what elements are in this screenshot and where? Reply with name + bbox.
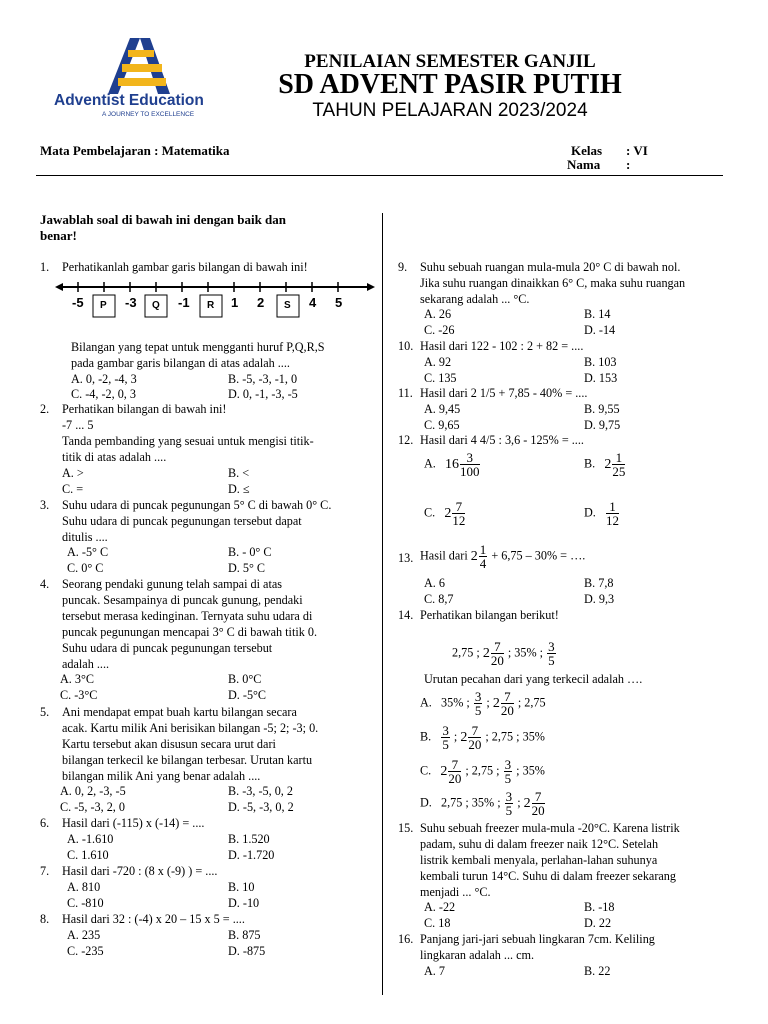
q5-option-a: A. 0, 2, -3, -5 <box>60 784 126 798</box>
logo-text: Adventist Education <box>54 92 204 109</box>
instruction-line-1: Jawablah soal di bawah ini dengan baik dan <box>40 212 287 227</box>
kelas-label: Kelas <box>571 143 603 158</box>
q1-body: pada gambar garis bilangan di atas adalah .... <box>71 356 290 370</box>
fraction: $\frac{3}{100}$ <box>460 450 480 479</box>
q8-text: Hasil dari 32 : (-4) x 20 – 15 x 5 = .... <box>62 912 245 926</box>
q4-number: 4. <box>40 577 50 591</box>
q7-option-d: D. -10 <box>228 896 260 910</box>
q12-option-a: A. 16 $\frac{3}{100}$ <box>424 450 480 479</box>
q1-number: 1. <box>40 260 50 274</box>
q1-option-a: A. 0, -2, -4, 3 <box>71 372 137 386</box>
q1-option-c: C. -4, -2, 0, 3 <box>71 387 136 401</box>
q9-option-d: D. -14 <box>584 323 616 337</box>
q15-line: menjadi ... °C. <box>420 885 491 899</box>
q2-option-a: A. > <box>62 466 84 480</box>
logo-mark-icon <box>50 34 225 96</box>
q5-option-c: C. -5, -3, 2, 0 <box>60 800 125 814</box>
q16-option-b: B. 22 <box>584 964 611 978</box>
q14-ask: Urutan pecahan dari yang terkecil adalah …. <box>424 672 643 686</box>
q2-number: 2. <box>40 402 50 416</box>
header-divider <box>36 175 723 176</box>
q1-option-d: D. 0, -1, -3, -5 <box>228 387 298 401</box>
q12-option-d: D. $\frac{1}{12}$ <box>584 499 619 528</box>
academic-year: TAHUN PELAJARAN 2023/2024 <box>312 100 588 121</box>
q10-option-c: C. 135 <box>424 371 457 385</box>
q9-line: sekarang adalah ... °C. <box>420 292 530 306</box>
subject-label: Mata Pembelajaran : Matematika <box>40 143 230 158</box>
nl-label: 2 <box>257 295 265 310</box>
nl-label: -3 <box>125 295 137 310</box>
q14-text: Perhatikan bilangan berikut! <box>420 608 559 622</box>
q14-option-c: C. 2 $\frac{7}{20}$ ; 2,75 ; $\frac{3}{5}$ ; 35% <box>420 757 545 786</box>
q15-option-c: C. 18 <box>424 916 451 930</box>
column-divider <box>382 213 383 995</box>
q5-option-b: B. -3, -5, 0, 2 <box>228 784 293 798</box>
q6-option-c: C. 1.610 <box>67 848 109 862</box>
q15-line: padam, suhu di dalam freezer naik 12°C. Setelah <box>420 837 659 851</box>
q13-number: 13. <box>398 551 414 565</box>
q5-number: 5. <box>40 705 50 719</box>
q15-option-a: A. -22 <box>424 900 456 914</box>
q4-line: Suhu udara di puncak pegunungan tersebut <box>62 641 273 655</box>
fraction: $\frac{1}{4}$ <box>479 542 487 571</box>
q2-line: Tanda pembanding yang sesuai untuk mengisi titik- <box>62 434 314 448</box>
q7-text: Hasil dari -720 : (8 x (-9) ) = .... <box>62 864 218 878</box>
q15-option-d: D. 22 <box>584 916 612 930</box>
q2-line: titik di atas adalah .... <box>62 450 167 464</box>
q8-option-d: D. -875 <box>228 944 266 958</box>
kelas-value: : VI <box>626 143 648 158</box>
q14-sequence: 2,75 ; 2 $\frac{7}{20}$ ; 35% ; $\frac{3}{5}$ <box>452 639 555 668</box>
nl-label: -1 <box>178 295 190 310</box>
q6-option-a: A. -1.610 <box>67 832 114 846</box>
q15-line: kembali turun 14°C. Suhu di dalam freezer sekarang <box>420 869 676 883</box>
q4-line: puncak pegunungan mencapai 3° C di bawah titik 0. <box>62 625 317 639</box>
q8-option-c: C. -235 <box>67 944 104 958</box>
q14-option-a: A. 35% ; $\frac{3}{5}$ ; 2 $\frac{7}{20}$ ; 2,75 <box>420 689 546 718</box>
q3-line: ditulis .... <box>62 530 108 544</box>
q2-option-b: B. < <box>228 466 250 480</box>
q11-text: Hasil dari 2 1/5 + 7,85 - 40% = .... <box>420 386 588 400</box>
q2-option-d: D. ≤ <box>228 482 250 496</box>
nl-label: 5 <box>335 295 343 310</box>
q7-option-b: B. 10 <box>228 880 255 894</box>
instruction-line-2: benar! <box>40 228 77 243</box>
fraction: $\frac{1}{12}$ <box>606 499 619 528</box>
q6-option-d: D. -1.720 <box>228 848 275 862</box>
q5-line: Kartu tersebut akan disusun secara urut dari <box>62 737 276 751</box>
q4-option-a: A. 3°C <box>60 672 94 686</box>
q3-option-d: D. 5° C <box>228 561 266 575</box>
q1-option-b: B. -5, -3, -1, 0 <box>228 372 298 386</box>
q9-line: Suhu sebuah ruangan mula-mula 20° C di bawah nol. <box>420 260 681 274</box>
q14-option-b: B. $\frac{3}{5}$ ; 2 $\frac{7}{20}$ ; 2,75 ; 35% <box>420 723 545 752</box>
q13-option-d: D. 9,3 <box>584 592 615 606</box>
q2-line: Perhatikan bilangan di bawah ini! <box>62 402 227 416</box>
school-name: SD ADVENT PASIR PUTIH <box>278 69 622 100</box>
q14-option-d: D. 2,75 ; 35% ; $\frac{3}{5}$ ; 2 $\frac{7}{20}$ <box>420 789 545 818</box>
nl-label: 4 <box>309 295 317 310</box>
q3-option-c: C. 0° C <box>67 561 104 575</box>
nama-label: Nama <box>567 157 601 172</box>
nl-label: 1 <box>231 295 239 310</box>
q3-option-b: B. - 0° C <box>228 545 272 559</box>
q7-option-c: C. -810 <box>67 896 104 910</box>
q7-number: 7. <box>40 864 50 878</box>
q4-line: Seorang pendaki gunung telah sampai di atas <box>62 577 282 591</box>
q1-body: Bilangan yang tepat untuk mengganti huruf P,Q,R,S <box>71 340 325 354</box>
q12-option-c: C. 2 $\frac{7}{12}$ <box>424 499 466 528</box>
q11-option-b: B. 9,55 <box>584 402 620 416</box>
q5-option-d: D. -5, -3, 0, 2 <box>228 800 294 814</box>
q5-line: bilangan terkecil ke bilangan terbesar. Urutan kartu <box>62 753 313 767</box>
q5-line: bilangan milik Ani yang benar adalah .... <box>62 769 261 783</box>
exam-title: PENILAIAN SEMESTER GANJIL <box>304 51 596 72</box>
q11-option-c: C. 9,65 <box>424 418 460 432</box>
q10-option-d: D. 153 <box>584 371 618 385</box>
q3-line: Suhu udara di puncak pegunungan tersebut dapat <box>62 514 302 528</box>
q13-option-c: C. 8,7 <box>424 592 454 606</box>
fraction: $\frac{7}{12}$ <box>452 499 466 528</box>
q10-option-b: B. 103 <box>584 355 617 369</box>
q1-text: Perhatikanlah gambar garis bilangan di bawah ini! <box>62 260 308 274</box>
q8-number: 8. <box>40 912 50 926</box>
q8-option-a: A. 235 <box>67 928 101 942</box>
fraction: $\frac{1}{25}$ <box>612 450 626 479</box>
q6-number: 6. <box>40 816 50 830</box>
q15-number: 15. <box>398 821 414 835</box>
q15-line: Suhu sebuah freezer mula-mula -20°C. Karena listrik <box>420 821 680 835</box>
nl-label: P <box>100 300 107 311</box>
q2-option-c: C. = <box>62 482 84 496</box>
q10-option-a: A. 92 <box>424 355 452 369</box>
q11-option-d: D. 9,75 <box>584 418 621 432</box>
q4-option-c: C. -3°C <box>60 688 98 702</box>
q3-number: 3. <box>40 498 50 512</box>
q9-option-a: A. 26 <box>424 307 452 321</box>
q4-line: puncak. Sesampainya di puncak gunung, pendaki <box>62 593 303 607</box>
q16-line: Panjang jari-jari sebuah lingkaran 7cm. Keliling <box>420 932 655 946</box>
nama-value: : <box>626 157 631 172</box>
q12-text: Hasil dari 4 4/5 : 3,6 - 125% = .... <box>420 433 584 447</box>
q16-number: 16. <box>398 932 414 946</box>
q14-number: 14. <box>398 608 414 622</box>
q10-number: 10. <box>398 339 414 353</box>
q3-option-a: A. -5° C <box>67 545 109 559</box>
q12-number: 12. <box>398 433 414 447</box>
q4-option-d: D. -5°C <box>228 688 267 702</box>
q5-line: Ani mendapat empat buah kartu bilangan secara <box>62 705 297 719</box>
q4-option-b: B. 0°C <box>228 672 262 686</box>
q2-line: -7 ... 5 <box>62 418 94 432</box>
q9-number: 9. <box>398 260 408 274</box>
nl-label: R <box>207 300 215 311</box>
q16-line: lingkaran adalah ... cm. <box>420 948 535 962</box>
q6-text: Hasil dari (-115) x (-14) = .... <box>62 816 205 830</box>
q6-option-b: B. 1.520 <box>228 832 270 846</box>
q7-option-a: A. 810 <box>67 880 101 894</box>
q9-option-b: B. 14 <box>584 307 611 321</box>
nl-label: -5 <box>72 295 84 310</box>
q13-option-a: A. 6 <box>424 576 445 590</box>
q16-option-a: A. 7 <box>424 964 445 978</box>
number-line <box>55 280 375 320</box>
q12-option-b: B. 2 $\frac{1}{25}$ <box>584 450 626 479</box>
q13-option-b: B. 7,8 <box>584 576 614 590</box>
q9-option-c: C. -26 <box>424 323 455 337</box>
q4-line: tersebut merasa kedinginan. Ternyata suhu udara di <box>62 609 313 623</box>
logo-tagline: A JOURNEY TO EXCELLENCE <box>102 111 195 118</box>
q11-number: 11. <box>398 386 413 400</box>
nl-label: S <box>284 300 291 311</box>
q4-line: adalah .... <box>62 657 110 671</box>
q13-text: Hasil dari 2 $\frac{1}{4}$ + 6,75 – 30% = …. <box>420 542 586 571</box>
q9-line: Jika suhu ruangan dinaikkan 6° C, maka suhu ruangan <box>420 276 686 290</box>
q11-option-a: A. 9,45 <box>424 402 461 416</box>
nl-label: Q <box>152 300 160 311</box>
q3-line: Suhu udara di puncak pegunungan 5° C di bawah 0° C. <box>62 498 332 512</box>
q5-line: acak. Kartu milik Ani berisikan bilangan -5; 2; -3; 0. <box>62 721 319 735</box>
logo <box>50 34 225 124</box>
q8-option-b: B. 875 <box>228 928 261 942</box>
q10-text: Hasil dari 122 - 102 : 2 + 82 = .... <box>420 339 584 353</box>
q15-line: listrik kembali menyala, perlahan-lahan suhunya <box>420 853 658 867</box>
q15-option-b: B. -18 <box>584 900 615 914</box>
